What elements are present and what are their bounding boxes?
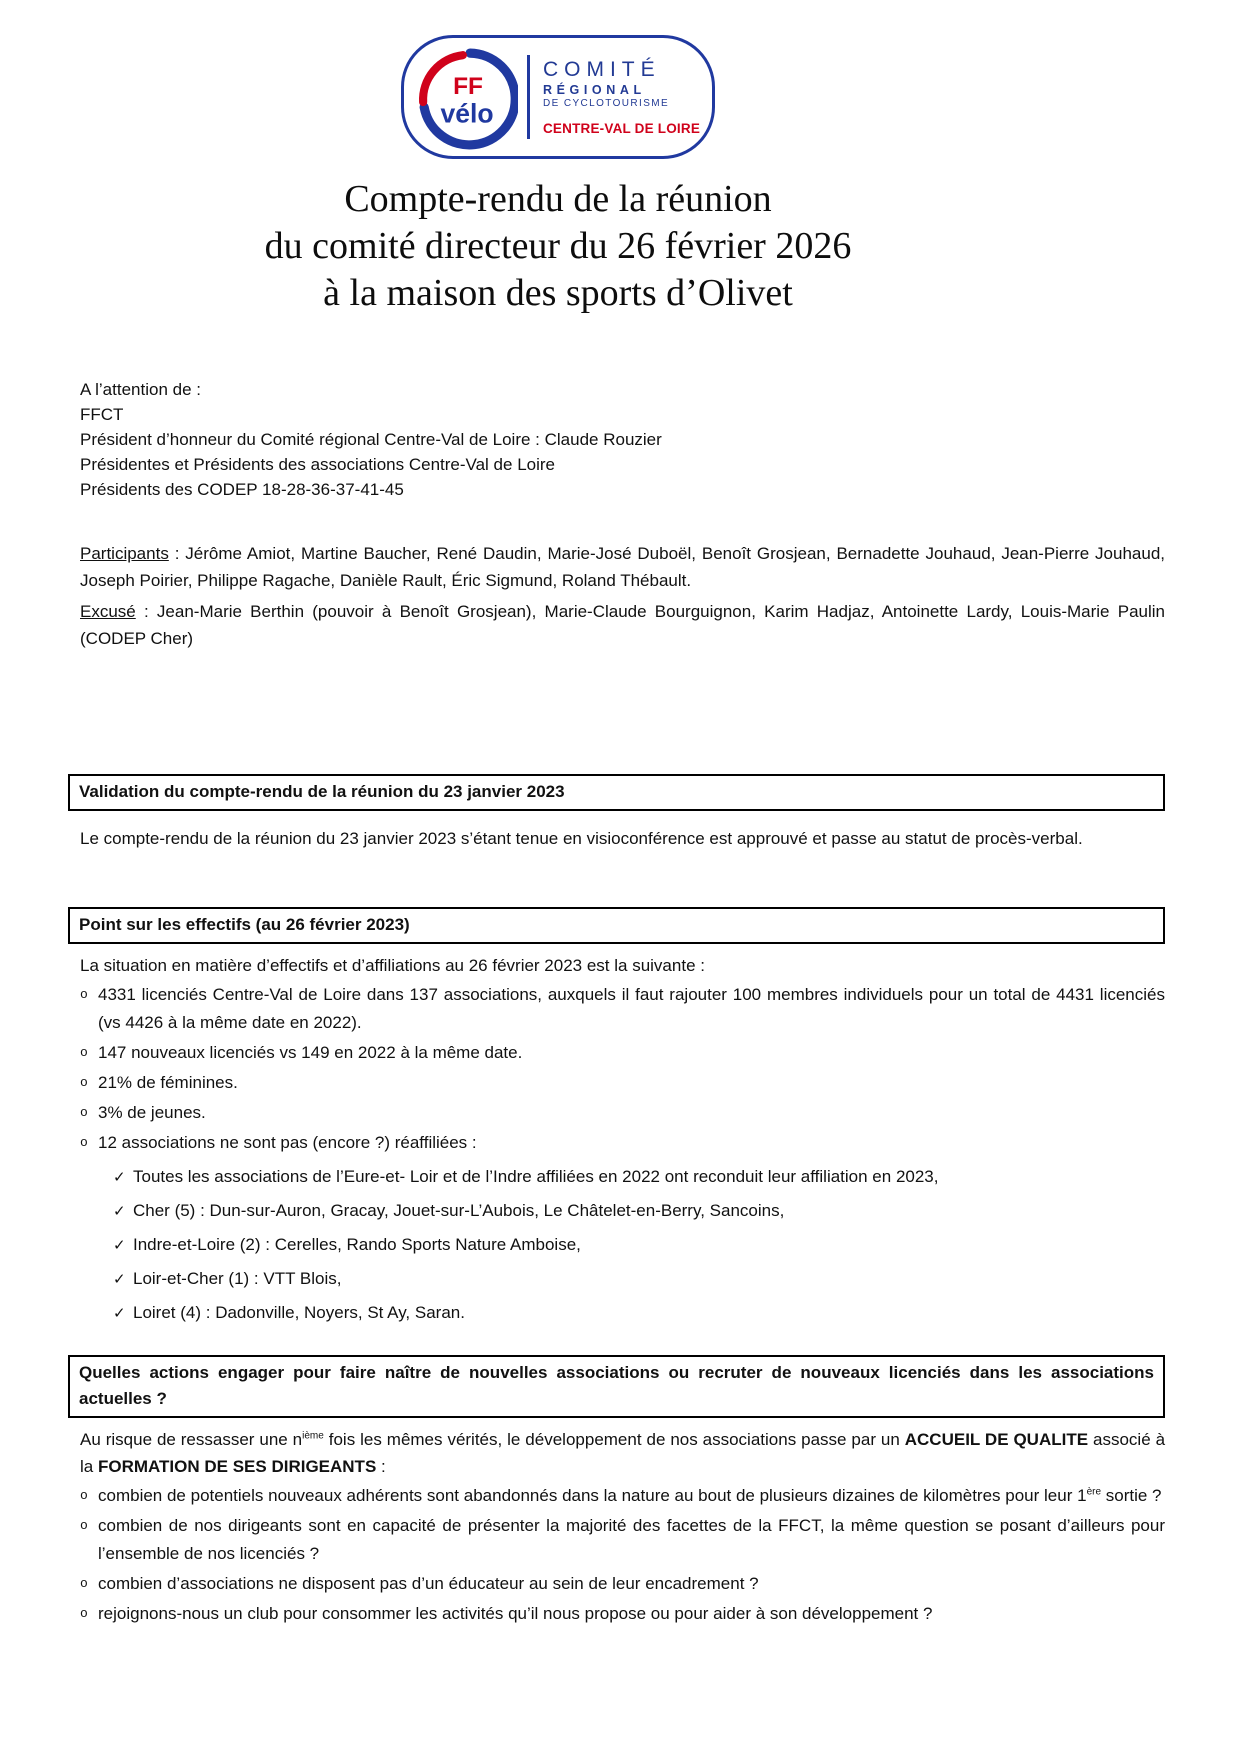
check-icon: ✓ xyxy=(113,1168,126,1186)
list-item-text: 147 nouveaux licenciés vs 149 en 2022 à la même date. xyxy=(98,1043,523,1062)
section-heading-text: Point sur les effectifs (au 26 février 2023) xyxy=(79,915,410,934)
title-line-2: du comité directeur du 26 février 2026 xyxy=(264,225,852,267)
section-heading-actions xyxy=(68,1355,1165,1418)
intro-superscript: ième xyxy=(302,1430,324,1442)
list-item xyxy=(68,1039,1165,1067)
excused-names: Jean-Marie Berthin (pouvoir à Benoît Grosjean), Marie-Claude Bourguignon, Karim Hadjaz, Antoinette Lardy, Louis-Marie Paulin (CODEP Cher) xyxy=(80,602,1165,648)
list-item xyxy=(68,1482,1165,1510)
excused-separator: : xyxy=(135,602,157,621)
intro-bold-formation: FORMATION DE SES DIRIGEANTS xyxy=(97,1457,377,1476)
header-column xyxy=(68,35,1048,317)
title-line-1: Compte-rendu de la réunion xyxy=(344,178,772,220)
circle-bullet-icon: o xyxy=(80,1518,88,1533)
excused-paragraph xyxy=(80,598,1165,652)
check-icon: ✓ xyxy=(113,1202,126,1220)
section-heading-text: Validation du compte-rendu de la réunion du 23 janvier 2023 xyxy=(79,782,565,801)
logo-region-label: CENTRE-VAL DE LOIRE xyxy=(542,121,701,137)
check-item-text: Loiret (4) : Dadonville, Noyers, St Ay, Saran. xyxy=(133,1303,465,1322)
circle-bullet-icon: o xyxy=(80,1045,88,1060)
list-item xyxy=(68,981,1165,1037)
actions-intro xyxy=(80,1426,1165,1480)
participants-separator: : xyxy=(168,544,186,563)
check-list xyxy=(68,1163,1165,1327)
document-body xyxy=(68,0,1165,1628)
circle-bullet-icon: o xyxy=(80,1606,88,1621)
list-item-text: 4331 licenciés Centre-Val de Loire dans 137 associations, auxquels il faut rajouter 100 membres individuels pour un total de 4431 licenciés (vs 4426 à la même date en 2022). xyxy=(98,985,1165,1032)
title-line-3: à la maison des sports d’Olivet xyxy=(323,272,793,314)
participants-label: Participants xyxy=(80,544,169,563)
circle-bullet-icon: o xyxy=(80,1488,88,1503)
intro-bold-accueil: ACCUEIL DE QUALITE xyxy=(904,1430,1089,1449)
list-item-text: combien d’associations ne disposent pas d’un éducateur au sein de leur encadrement ? xyxy=(98,1574,759,1593)
check-item-text: Cher (5) : Dun-sur-Auron, Gracay, Jouet-sur-L’Aubois, Le Châtelet-en-Berry, Sancoins, xyxy=(133,1201,785,1220)
question-superscript: ère xyxy=(1086,1486,1102,1498)
circle-bullet-icon: o xyxy=(80,1105,88,1120)
excused-label: Excusé xyxy=(80,602,136,621)
ffvelo-wheel-icon xyxy=(416,48,518,150)
check-icon: ✓ xyxy=(113,1270,126,1288)
section-heading-text: Quelles actions engager pour faire naître de nouvelles associations ou recruter de nouveaux licenciés dans les associations actuelles ? xyxy=(79,1363,1154,1408)
logo-comite-label: COMITÉ xyxy=(542,57,661,81)
recipients-block xyxy=(80,377,1165,502)
list-item xyxy=(68,1512,1165,1568)
logo-ff-text: FF xyxy=(453,72,483,100)
list-item xyxy=(68,1129,1165,1157)
question-segment: combien de potentiels nouveaux adhérents sont abandonnés dans la nature au bout de plusieurs dizaines de kilomètres pour leur 1 xyxy=(98,1486,1087,1505)
check-list-item xyxy=(68,1299,1165,1327)
logo-committee-block xyxy=(543,58,700,137)
check-list-item xyxy=(68,1265,1165,1293)
question-segment: sortie ? xyxy=(1101,1486,1162,1505)
check-list-item xyxy=(68,1197,1165,1225)
participants-names: Jérôme Amiot, Martine Baucher, René Daudin, Marie-José Duboël, Benoît Grosjean, Bernadette Jouhaud, Jean-Pierre Jouhaud, Joseph Poirier, Philippe Ragache, Danièle Rault, Éric Sigmund, Roland Thébault. xyxy=(80,544,1166,590)
effectifs-intro: La situation en matière d’effectifs et d’affiliations au 26 février 2023 est la suivante : xyxy=(80,956,705,975)
circle-bullet-icon: o xyxy=(80,1135,88,1150)
check-icon: ✓ xyxy=(113,1304,126,1322)
check-list-item xyxy=(68,1163,1165,1191)
check-item-text: Indre-et-Loire (2) : Cerelles, Rando Sports Nature Amboise, xyxy=(133,1235,581,1254)
recipients-line: A l’attention de : xyxy=(80,380,201,399)
circle-bullet-icon: o xyxy=(80,1075,88,1090)
list-item xyxy=(68,1069,1165,1097)
section-heading-validation xyxy=(68,774,1165,811)
ffvelo-committee-logo xyxy=(401,35,715,159)
intro-segment: Au risque de ressasser une n xyxy=(80,1430,303,1449)
recipients-line: FFCT xyxy=(80,405,124,424)
circle-bullet-icon: o xyxy=(80,1576,88,1591)
logo-divider xyxy=(527,55,530,139)
list-item-text: combien de nos dirigeants sont en capacité de présenter la majorité des facettes de la FFCT, la même question se posant d’ailleurs pour l’ensemble de nos licenciés ? xyxy=(98,1516,1165,1563)
list-item-text xyxy=(98,1482,1165,1510)
check-item-text: Loir-et-Cher (1) : VTT Blois, xyxy=(133,1269,342,1288)
validation-body: Le compte-rendu de la réunion du 23 janvier 2023 s’étant tenue en visioconférence est approuvé et passe au statut de procès-verbal. xyxy=(80,829,1083,848)
check-item-text: Toutes les associations de l’Eure-et- Loir et de l’Indre affiliées en 2022 ont reconduit leur affiliation en 2023, xyxy=(133,1167,939,1186)
check-icon: ✓ xyxy=(113,1236,126,1254)
section-heading-effectifs xyxy=(68,907,1165,944)
recipients-line: Présidentes et Présidents des associations Centre-Val de Loire xyxy=(80,455,555,474)
list-item-text: 12 associations ne sont pas (encore ?) réaffiliées : xyxy=(98,1133,477,1152)
logo-regional-label: RÉGIONAL xyxy=(542,83,646,98)
list-item xyxy=(68,1099,1165,1127)
intro-segment: associé à la xyxy=(80,1430,1166,1476)
list-item xyxy=(68,1600,1165,1628)
list-item xyxy=(68,1570,1165,1598)
page-title xyxy=(68,176,1048,317)
logo-velo-text: vélo xyxy=(440,98,494,129)
list-item-text: rejoignons-nous un club pour consommer les activités qu’il nous propose ou pour aider à son développement ? xyxy=(98,1604,933,1623)
recipients-line: Présidents des CODEP 18-28-36-37-41-45 xyxy=(80,480,404,499)
logo-cyclotourisme-label: DE CYCLOTOURISME xyxy=(542,98,670,110)
check-list-item xyxy=(68,1231,1165,1259)
list-item-text: 3% de jeunes. xyxy=(98,1103,206,1122)
recipients-line: Président d’honneur du Comité régional Centre-Val de Loire : Claude Rouzier xyxy=(80,430,662,449)
list-item-text: 21% de féminines. xyxy=(98,1073,238,1092)
intro-segment: : xyxy=(376,1457,386,1476)
intro-segment: fois les mêmes vérités, le développement de nos associations passe par un xyxy=(323,1430,905,1449)
participants-paragraph xyxy=(80,540,1165,594)
circle-bullet-icon: o xyxy=(80,987,88,1002)
